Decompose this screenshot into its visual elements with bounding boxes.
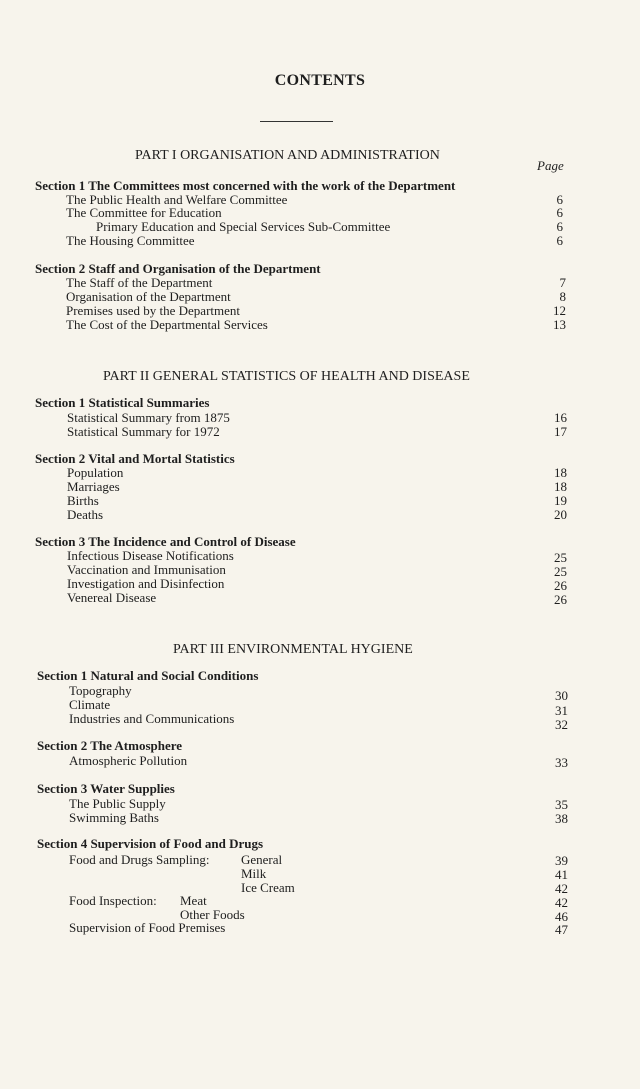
page-number: 25 <box>554 564 567 579</box>
page-number: 17 <box>554 424 567 439</box>
toc-entry: Venereal Disease <box>67 590 157 605</box>
page-number: 13 <box>553 317 566 332</box>
section-heading: Section 2 Staff and Organisation of the Department <box>35 261 321 276</box>
toc-entry: Food and Drugs Sampling: <box>69 852 210 867</box>
toc-entry: The Cost of the Departmental Services <box>66 317 268 332</box>
page-number: 32 <box>555 717 568 732</box>
toc-entry: Primary Education and Special Services Sub-Committee <box>96 219 391 234</box>
section-heading: Section 2 Vital and Mortal Statistics <box>35 451 235 466</box>
section-heading: Section 4 Supervision of Food and Drugs <box>37 836 264 851</box>
page-number: 7 <box>559 275 566 290</box>
page-number: 39 <box>555 853 568 868</box>
section-heading: Section 1 Natural and Social Conditions <box>37 668 259 683</box>
page-number: 25 <box>554 550 567 565</box>
toc-entry: Statistical Summary for 1972 <box>67 424 220 439</box>
toc-entry: The Staff of the Department <box>66 275 213 290</box>
toc-entry: Population <box>67 465 124 480</box>
toc-entry: Industries and Communications <box>69 711 235 726</box>
page-column-header: Page <box>537 158 564 173</box>
page-title: CONTENTS <box>274 72 366 89</box>
page-number: 6 <box>556 205 563 220</box>
part-heading: PART I ORGANISATION AND ADMINISTRATION <box>135 148 440 163</box>
toc-entry: Investigation and Disinfection <box>67 576 225 591</box>
part-heading: PART II GENERAL STATISTICS OF HEALTH AND DISEASE <box>103 369 470 384</box>
page-number: 26 <box>554 592 567 607</box>
page-number: 41 <box>555 867 568 882</box>
page-number: 16 <box>554 410 567 425</box>
page-number: 19 <box>554 493 567 508</box>
toc-entry: The Public Supply <box>69 796 166 811</box>
toc-entry: Climate <box>69 697 111 712</box>
page-number: 33 <box>555 755 568 770</box>
page-number: 35 <box>555 797 568 812</box>
title-rule <box>260 121 333 122</box>
toc-entry: Supervision of Food Premises <box>69 920 226 935</box>
toc-entry: Topography <box>69 683 132 698</box>
toc-entry: The Public Health and Welfare Committee <box>66 192 288 207</box>
toc-entry: Food Inspection: <box>69 893 157 908</box>
section-heading: Section 2 The Atmosphere <box>37 738 183 753</box>
section-heading: Section 1 The Committees most concerned with the work of the Department <box>35 178 456 193</box>
part-heading: PART III ENVIRONMENTAL HYGIENE <box>173 642 413 657</box>
toc-subentry: Other Foods <box>180 907 245 922</box>
page-number: 42 <box>555 895 568 910</box>
page-number: 47 <box>555 922 568 937</box>
toc-entry: Statistical Summary from 1875 <box>67 410 230 425</box>
page-number: 6 <box>556 192 563 207</box>
toc-entry: Atmospheric Pollution <box>69 753 188 768</box>
toc-subentry: General <box>241 852 283 867</box>
page-number: 30 <box>555 688 568 703</box>
toc-entry: Births <box>67 493 99 508</box>
page-number: 38 <box>555 811 568 826</box>
page-number: 6 <box>556 219 563 234</box>
page-number: 26 <box>554 578 567 593</box>
toc-entry: Deaths <box>67 507 104 522</box>
page-number: 18 <box>554 465 567 480</box>
toc-subentry: Milk <box>241 866 267 881</box>
section-heading: Section 1 Statistical Summaries <box>35 395 210 410</box>
toc-entry: Vaccination and Immunisation <box>67 562 226 577</box>
page-number: 31 <box>555 703 568 718</box>
toc-subentry: Ice Cream <box>241 880 295 895</box>
toc-entry: Infectious Disease Notifications <box>67 548 234 563</box>
toc-subentry: Meat <box>180 893 207 908</box>
section-heading: Section 3 Water Supplies <box>37 781 175 796</box>
section-heading: Section 3 The Incidence and Control of Disease <box>35 534 296 549</box>
page-number: 46 <box>555 909 568 924</box>
page-number: 20 <box>554 507 567 522</box>
toc-entry: The Housing Committee <box>66 233 195 248</box>
page-number: 6 <box>556 233 563 248</box>
page-number: 12 <box>553 303 566 318</box>
toc-entry: The Committee for Education <box>66 205 222 220</box>
toc-entry: Premises used by the Department <box>66 303 241 318</box>
toc-entry: Organisation of the Department <box>66 289 231 304</box>
page-number: 42 <box>555 881 568 896</box>
toc-entry: Marriages <box>67 479 120 494</box>
toc-entry: Swimming Baths <box>69 810 159 825</box>
page-number: 8 <box>559 289 566 304</box>
page-number: 18 <box>554 479 567 494</box>
